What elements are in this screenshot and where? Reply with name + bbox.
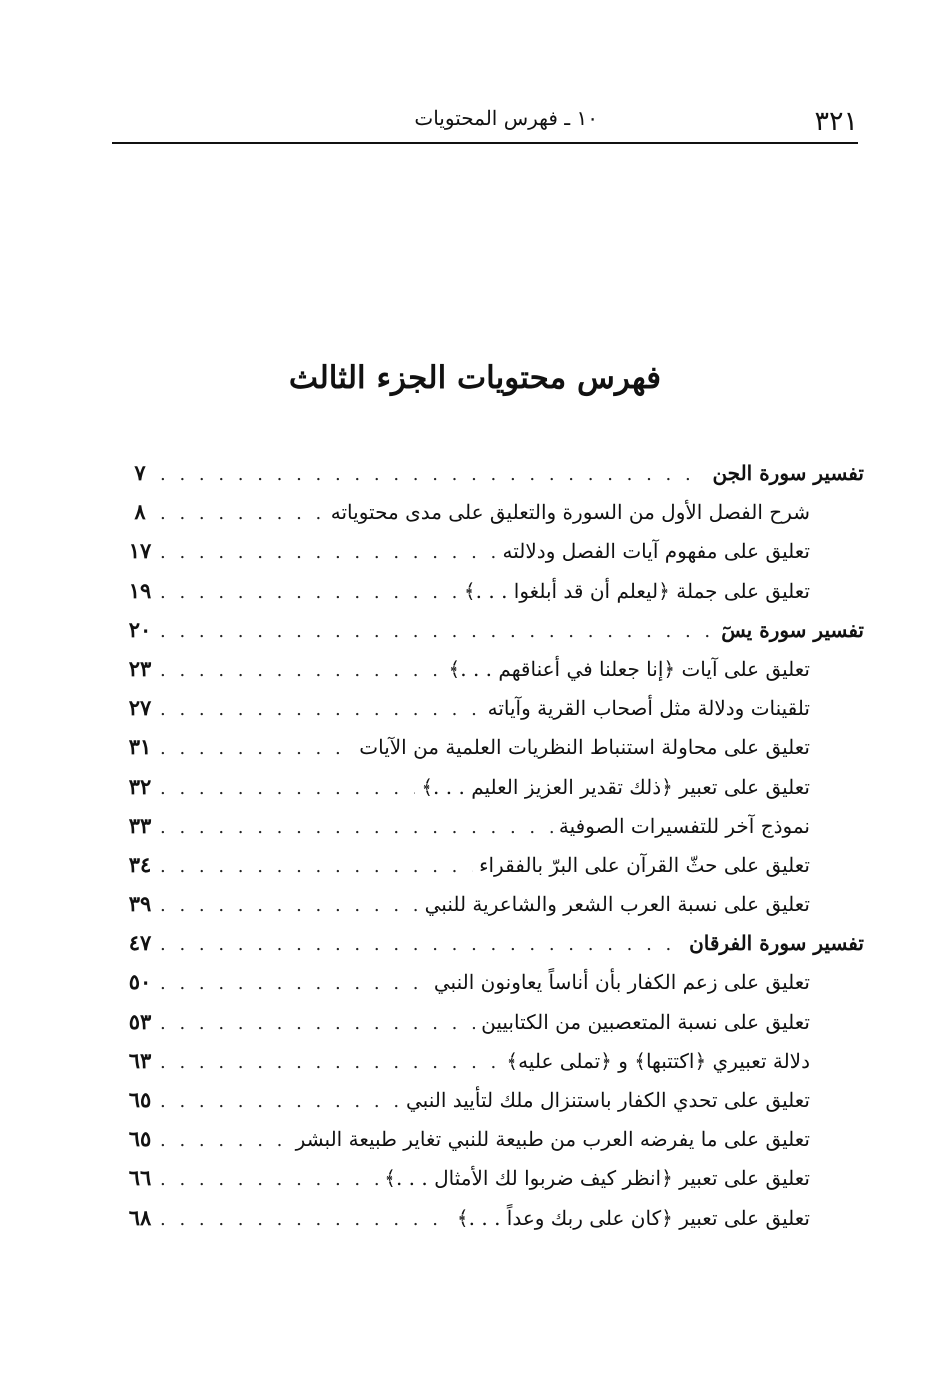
toc-page-number: ٢٠ [128, 616, 152, 642]
toc-page-number: ٦٨ [128, 1204, 152, 1230]
dot-leader [160, 1013, 475, 1034]
toc-page-number: ٦٥ [128, 1087, 152, 1112]
toc-entry-row [120, 695, 864, 734]
toc-entry-row [120, 578, 864, 617]
toc-page-number: ١٩ [128, 577, 152, 603]
dot-leader [160, 699, 482, 720]
toc-entry-title: تلقينات ودلالة مثل أصحاب القرية وآياته [487, 696, 810, 721]
dot-leader [160, 503, 325, 524]
toc-entry-row [120, 852, 864, 891]
toc-page-number: ٣١ [128, 734, 152, 760]
toc-entry-row [120, 656, 864, 695]
toc-entry-row [120, 1126, 864, 1165]
dot-leader [160, 1091, 400, 1112]
toc-page-number: ٨ [134, 499, 146, 525]
toc-entry-row [120, 1048, 864, 1087]
toc-entry-row [120, 734, 864, 773]
dot-leader [160, 895, 419, 916]
page-number: ٣٢١ [814, 106, 858, 137]
toc-entry-title: تعليق على نسبة المتعصبين من الكتابيين [481, 1009, 810, 1034]
dot-leader [160, 542, 497, 563]
toc-entry-title: تعليق على زعم الكفار بأن أناساً يعاونون النبي [433, 970, 810, 995]
dot-leader [160, 973, 428, 994]
toc-page-number: ٣٣ [128, 812, 152, 838]
toc-section-row [120, 617, 864, 656]
running-header [112, 98, 858, 144]
toc-section-title: تفسير سورة الجن [712, 461, 864, 485]
toc-entry-title: تعليق على جملة ﴿ليعلم أن قد أبلغوا . . .﴾ [463, 578, 810, 603]
dot-leader [160, 856, 473, 877]
toc-entry-row [120, 538, 864, 577]
dot-leader [160, 1052, 500, 1073]
toc-page-number: ٥٣ [128, 1008, 152, 1034]
toc-entry-title: تعليق على ما يفرضه العرب من طبيعة للنبي تغاير طبيعة البشر [295, 1127, 810, 1152]
toc-entry-title: تعليق على آيات ﴿إنا جعلنا في أعناقهم . . .﴾ [448, 656, 810, 681]
toc-page-number: ٦٦ [128, 1165, 152, 1191]
dot-leader [160, 778, 415, 799]
toc-page-number: ٤٧ [128, 930, 152, 956]
dot-leader [160, 621, 715, 642]
dot-leader [160, 738, 353, 759]
toc-page-number: ٥٠ [128, 969, 152, 995]
toc-page-number: ٦٥ [128, 1126, 152, 1152]
toc-entry-title: تعليق على مفهوم آيات الفصل ودلالته [502, 539, 810, 564]
toc-entry-title: تعليق على محاولة استنباط النظريات العلمية من الآيات [359, 735, 810, 760]
table-of-contents [120, 460, 864, 1244]
toc-page-number: ٢٣ [128, 655, 152, 681]
dot-leader [160, 1209, 451, 1230]
toc-entry-title: دلالة تعبيري ﴿اكتتبها﴾ و ﴿تملى عليه﴾ [506, 1048, 810, 1073]
toc-entry-row [120, 1009, 864, 1048]
toc-page-number: ٣٩ [128, 891, 152, 917]
dot-leader [160, 1169, 378, 1190]
toc-entry-row [120, 969, 864, 1008]
toc-entry-row [120, 1087, 864, 1126]
dot-leader [160, 464, 706, 485]
dot-leader [160, 1130, 290, 1151]
toc-page-number: ٧ [134, 460, 146, 485]
toc-section-row [120, 930, 864, 969]
toc-page-number: ٦٣ [128, 1047, 152, 1073]
toc-entry-title: تعليق على نسبة العرب الشعر والشاعرية للنبي [424, 892, 810, 917]
toc-entry-row [120, 499, 864, 538]
toc-entry-title: تعليق على تعبير ﴿كان على ربك وعداً . . .﴾ [456, 1205, 810, 1230]
toc-entry-row [120, 774, 864, 813]
page-title: فهرس محتويات الجزء الثالث [288, 360, 662, 396]
toc-entry-row [120, 891, 864, 930]
toc-section-title: تفسير سورة الفرقان [689, 931, 864, 956]
toc-page-number: ١٧ [128, 538, 152, 564]
dot-leader [160, 817, 553, 838]
toc-entry-title: تعليق على تعبير ﴿ذلك تقدير العزيز العليم . . .﴾ [421, 774, 810, 799]
dot-leader [160, 660, 443, 681]
toc-entry-row [120, 813, 864, 852]
dot-leader [160, 934, 683, 955]
toc-page-number: ٣٢ [128, 773, 152, 799]
toc-entry-title: نموذج آخر للتفسيرات الصوفية [558, 813, 810, 838]
toc-entry-title: تعليق على حثّ القرآن على البرّ بالفقراء [479, 852, 810, 877]
toc-entry-title: تعليق على تعبير ﴿انظر كيف ضربوا لك الأمثال . . .﴾ [384, 1166, 810, 1191]
toc-page-number: ٢٧ [128, 695, 152, 721]
toc-page-number: ٣٤ [128, 851, 152, 877]
toc-section-row [120, 460, 864, 499]
toc-entry-title: شرح الفصل الأول من السورة والتعليق على مدى محتوياته [330, 500, 810, 525]
running-title: ١٠ ـ فهرس المحتويات [414, 106, 598, 130]
toc-entry-row [120, 1205, 864, 1244]
header-rule [112, 142, 858, 144]
toc-section-title: تفسير سورة يسٓ [721, 617, 864, 642]
toc-entry-row [120, 1165, 864, 1204]
toc-entry-title: تعليق على تحدي الكفار باستنزال ملك لتأييد النبي [406, 1088, 810, 1112]
dot-leader [160, 582, 458, 603]
